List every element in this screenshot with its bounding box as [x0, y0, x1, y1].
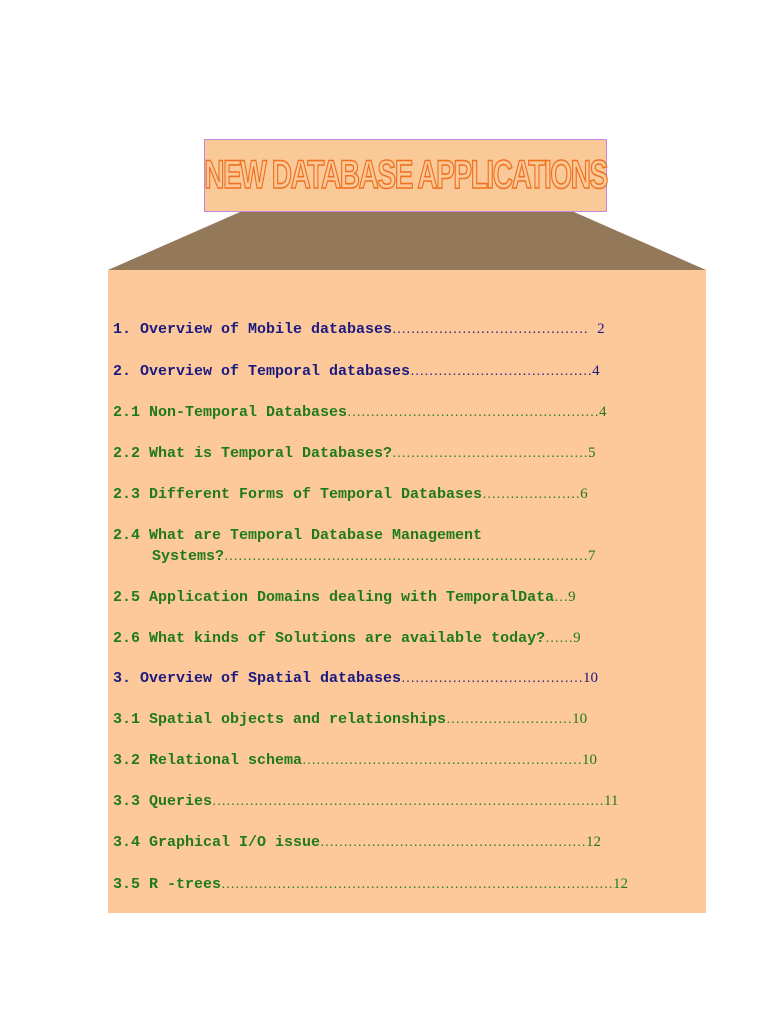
- toc-leader: …………………………………………………………………………: [212, 794, 605, 809]
- toc-leader: ……………………………………: [392, 446, 589, 461]
- toc-label: 3.1 Spatial objects and relationships: [113, 711, 447, 728]
- toc-page: 4: [592, 363, 600, 379]
- toc-leader: ……………………………………: [392, 322, 589, 337]
- toc-leader: ………………………………………………: [347, 405, 600, 420]
- toc-label: 3.3 Queries: [113, 793, 213, 810]
- document-title: NEW DATABASE APPLICATIONS: [204, 153, 607, 197]
- toc-label: 3.2 Relational schema: [113, 752, 303, 769]
- toc-page: 12: [586, 834, 602, 850]
- toc-entry-2-4[interactable]: [113, 525, 658, 567]
- toc-entry-3-4[interactable]: [113, 832, 658, 853]
- toc-page: 11: [604, 793, 619, 809]
- toc-entry-2-5[interactable]: [113, 587, 658, 608]
- toc-entry-1[interactable]: [113, 319, 658, 340]
- toc-label: 2. Overview of Temporal databases: [113, 363, 411, 380]
- toc-page: 4: [599, 404, 607, 420]
- toc-leader: ……………………………………………………: [302, 753, 583, 768]
- toc-leader: …………………………………: [401, 671, 584, 686]
- toc-page: 9: [573, 630, 581, 646]
- toc-leader: …………………………………: [410, 364, 593, 379]
- toc-page: 5: [588, 445, 596, 461]
- toc-entry-2-1[interactable]: [113, 402, 658, 423]
- toc-page: 7: [588, 548, 596, 564]
- toc-leader: ……: [545, 631, 574, 646]
- toc-page: 10: [583, 670, 599, 686]
- title-banner: [204, 139, 607, 212]
- toc-leader: …: [554, 590, 569, 605]
- toc-entry-3-2[interactable]: [113, 750, 658, 771]
- toc-entry-2[interactable]: [113, 361, 658, 382]
- toc-label: 1. Overview of Mobile databases: [113, 321, 393, 338]
- toc-label-continuation: [113, 546, 658, 567]
- toc-entry-3[interactable]: [113, 668, 658, 689]
- toc-entry-2-2[interactable]: [113, 443, 658, 464]
- toc-label: 2.6 What kinds of Solutions are available today?: [113, 630, 546, 647]
- toc-page: 12: [613, 876, 629, 892]
- toc-label: 2.2 What is Temporal Databases?: [113, 445, 393, 462]
- toc-label: 3.4 Graphical I/O issue: [113, 834, 321, 851]
- roof-trapezoid: [108, 212, 706, 270]
- toc-label: 2.1 Non-Temporal Databases: [113, 404, 348, 421]
- toc-entry-2-3[interactable]: [113, 484, 658, 505]
- toc-entry-3-1[interactable]: [113, 709, 658, 730]
- toc-entry-3-5[interactable]: [113, 874, 658, 895]
- toc-page: 10: [582, 752, 598, 768]
- toc-leader: ……………………………………………………………………: [224, 549, 589, 564]
- toc-label: 2.4 What are Temporal Database Management: [113, 527, 483, 544]
- toc-leader: ………………………: [446, 712, 573, 727]
- toc-label: 3.5 R -trees: [113, 876, 222, 893]
- toc-leader: …………………………………………………: [320, 835, 587, 850]
- toc-leader: …………………………………………………………………………: [221, 877, 614, 892]
- toc-entry-3-3[interactable]: [113, 791, 658, 812]
- toc-page: 10: [572, 711, 588, 727]
- toc-label-line2: Systems?: [152, 548, 225, 565]
- toc-leader: …………………: [482, 487, 581, 502]
- toc-page: 6: [580, 486, 588, 502]
- toc-label: 2.5 Application Domains dealing with TemporalData: [113, 589, 555, 606]
- toc-page: 2: [597, 321, 605, 337]
- toc-label: 3. Overview of Spatial databases: [113, 670, 402, 687]
- toc-entry-2-6[interactable]: [113, 628, 658, 649]
- toc-page: 9: [568, 589, 576, 605]
- toc-label: 2.3 Different Forms of Temporal Databases: [113, 486, 483, 503]
